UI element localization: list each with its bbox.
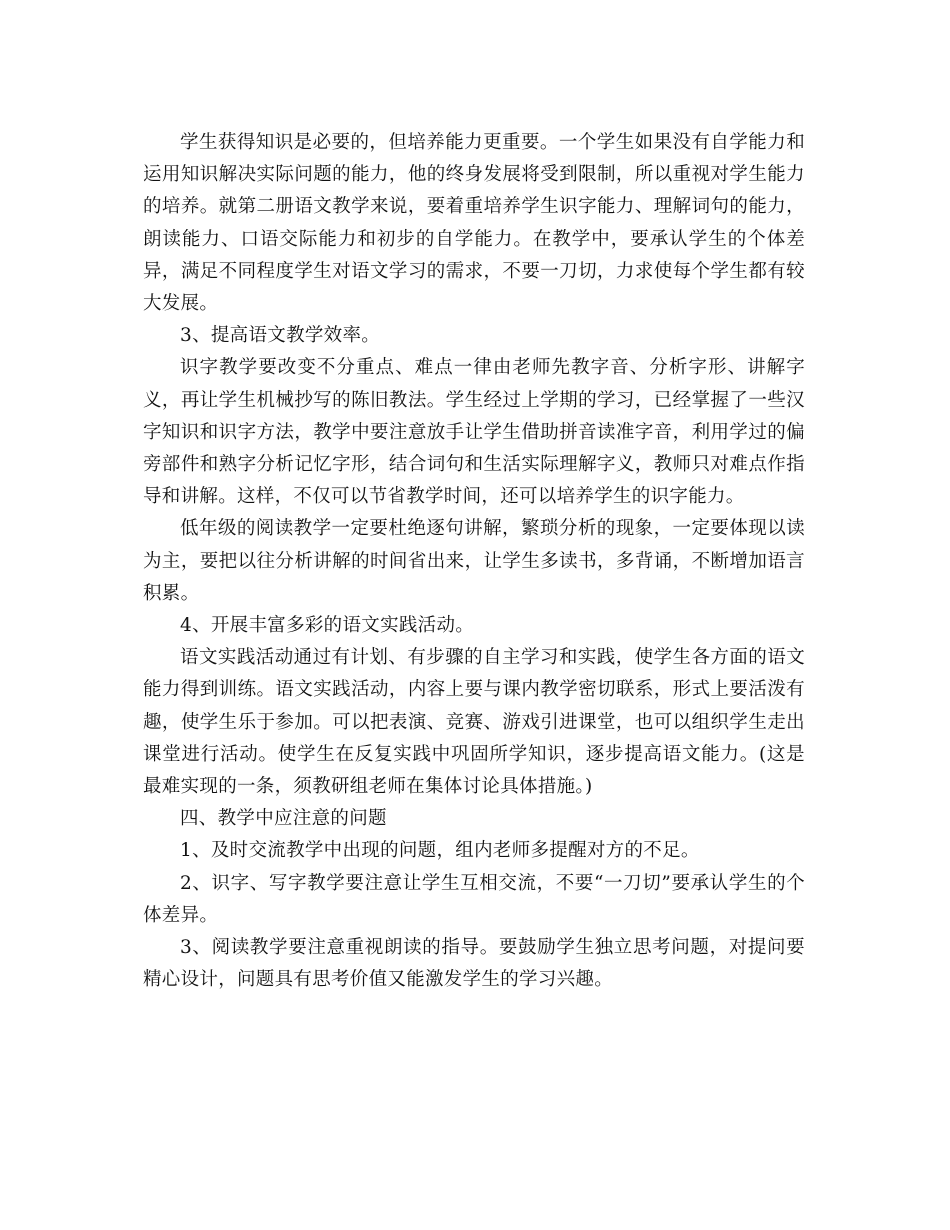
- paragraph-literacy-teaching: 识字教学要改变不分重点、难点一律由老师先教字音、分析字形、讲解字义，再让学生机械抄写的陈旧教法。学生经过上学期的学习，已经掌握了一些汉字知识和识字方法，教学中要注意放手让学生借助拼音读准字音，利用学过的偏旁部件和熟字分析记忆字形，结合词句和生活实际理解字义，教师只对难点作指导和讲解。这样，不仅可以节省教学时间，还可以培养学生的识字能力。: [143, 357, 805, 508]
- heading-practice-activities: 4、开展丰富多彩的语文实践活动。: [180, 615, 475, 637]
- paragraph-practice-activities: 语文实践活动通过有计划、有步骤的自主学习和实践，使学生各方面的语文能力得到训练。语文实践活动，内容上要与课内教学密切联系，形式上要活泼有趣，使学生乐于参加。可以把表演、竞赛、游戏引进课堂，也可以组织学生走出课堂进行活动。使学生在反复实践中巩固所学知识，逐步提高语文能力。(这是最难实现的一条，须教研组老师在集体讨论具体措施。): [143, 647, 805, 798]
- list-item-issue-3: 3、阅读教学要注意重视朗读的指导。要鼓励学生独立思考问题，对提问要精心设计，问题具有思考价值又能激发学生的学习兴趣。: [143, 937, 805, 991]
- heading-issues-to-note: 四、教学中应注意的问题: [180, 808, 387, 830]
- document-body: [143, 127, 805, 996]
- paragraph-ability-training: 学生获得知识是必要的，但培养能力更重要。一个学生如果没有自学能力和运用知识解决实际问题的能力，他的终身发展将受到限制，所以重视对学生能力的培养。就第二册语文教学来说，要着重培养学生识字能力、理解词句的能力，朗读能力、口语交际能力和初步的自学能力。在教学中，要承认学生的个体差异，满足不同程度学生对语文学习的需求，不要一刀切，力求使每个学生都有较大发展。: [143, 132, 805, 315]
- list-item-issue-1: 1、及时交流教学中出现的问题，组内老师多提醒对方的不足。: [180, 840, 700, 862]
- list-item-issue-2: 2、识字、写字教学要注意让学生互相交流，不要“一刀切”要承认学生的个体差异。: [143, 872, 805, 926]
- heading-improve-efficiency: 3、提高语文教学效率。: [180, 325, 381, 347]
- paragraph-reading-teaching: 低年级的阅读教学一定要杜绝逐句讲解，繁琐分析的现象，一定要体现以读为主，要把以往分析讲解的时间省出来，让学生多读书，多背诵，不断增加语言积累。: [143, 518, 805, 604]
